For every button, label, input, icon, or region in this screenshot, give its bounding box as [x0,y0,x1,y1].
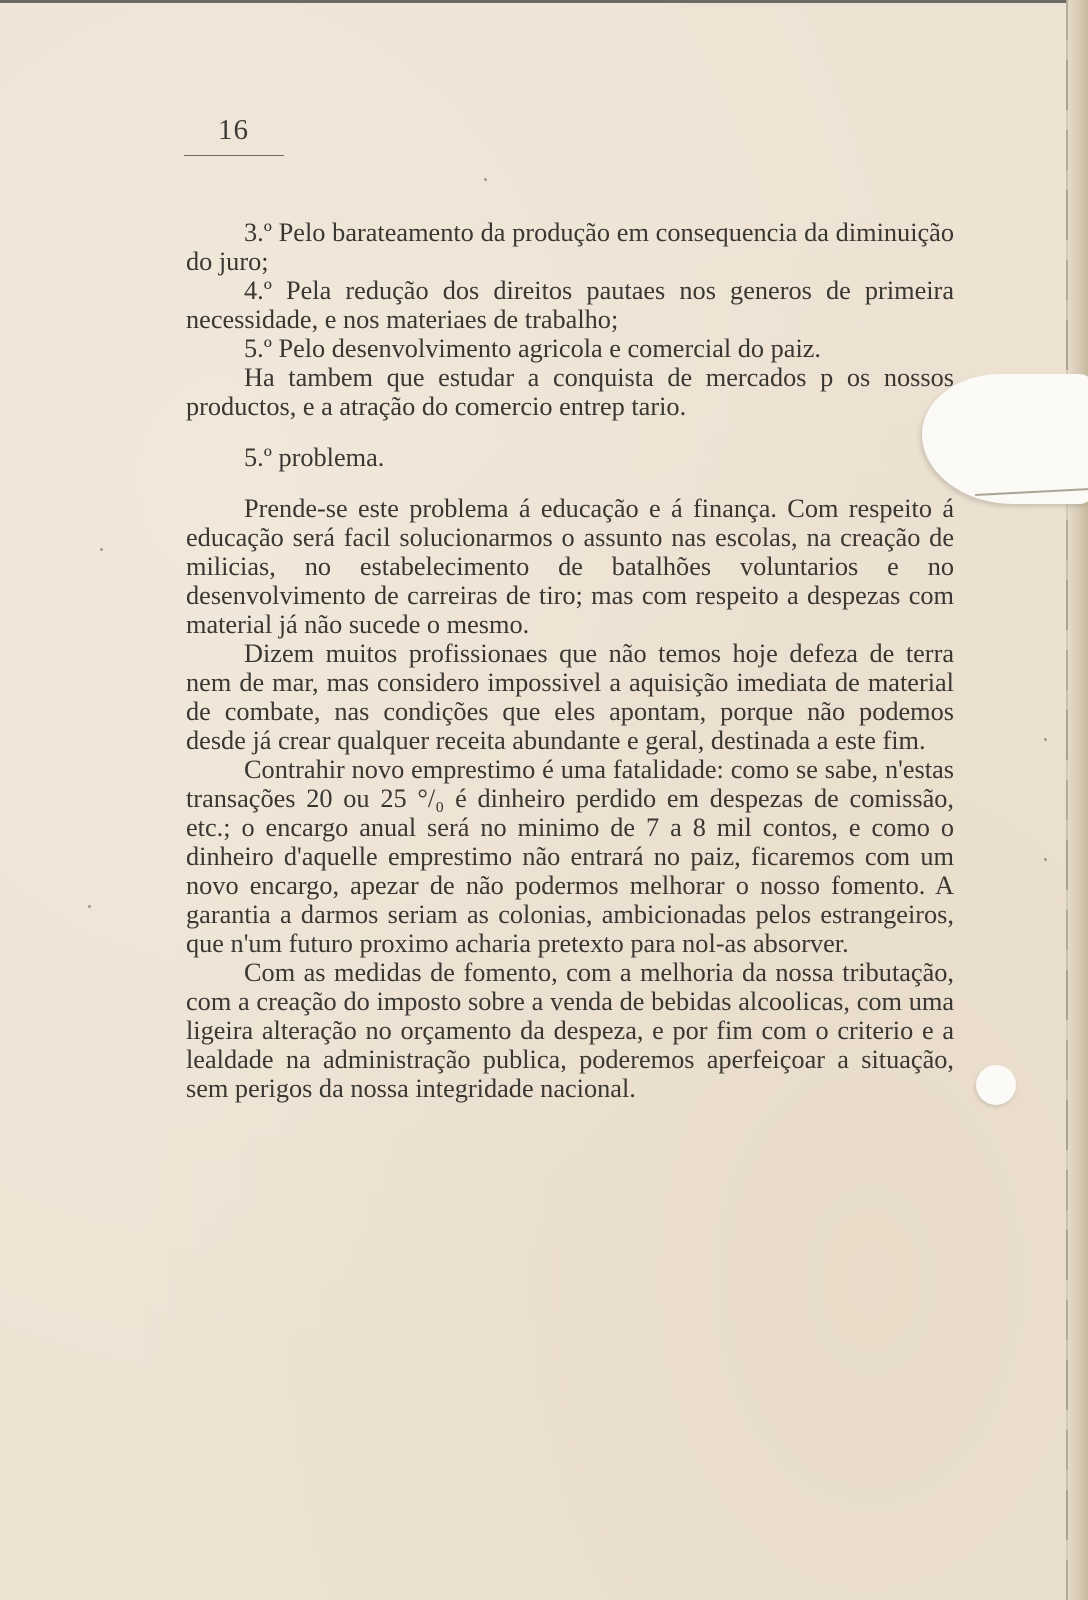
paragraph-markets: Ha tambem que estudar a conquista de mercados p os nossos productos, e a atração do comercio entrep tario. [186,363,954,421]
paper-speck [1044,738,1047,741]
page-number-rule [184,155,284,156]
paragraph-loan: Contrahir novo emprestimo é uma fatalidade: como se sabe, n'estas transações 20 ou 25 °/₀ é dinheiro perdido em despezas de comissão, etc.; o encargo anual será no minimo de 7 a 8 mil contos, e como o dinheiro d'aquelle emprestimo não entrará no paiz, ficaremos com um novo encargo, apezar de não podermos melhorar o nosso fomento. A garantia a darmos seriam as colonias, ambicionadas pelos estrangeiros, que n'um futuro proximo acharia pretexto para nol-as absorver. [186,755,954,958]
body-text [186,218,954,1103]
list-item-3: 3.º Pelo barateamento da produção em consequencia da diminuição do juro; [186,218,954,276]
page-number: 16 [218,114,249,146]
paper-speck [88,905,91,908]
list-item-5: 5.º Pelo desenvolvimento agricola e comercial do paiz. [244,334,821,363]
binding-edge-shadow [1066,0,1068,1600]
list-item-4: 4.º Pela redução dos direitos pautaes nos generos de primeira necessidade, e nos materiaes de trabalho; [186,276,954,334]
paper-hole [976,1065,1016,1105]
paragraph-education: Prende-se este problema á educação e á finança. Com respeito á educação será facil solucionarmos o assunto nas escolas, na creação de milicias, no estabelecimento de batalhões voluntarios e no desenvolvimento de carreiras de tiro; mas com respeito a despezas com material já não sucede o mesmo. [186,494,954,639]
page-top-edge [0,0,1088,3]
paper-speck [484,178,487,181]
paragraph-defense: Dizem muitos profissionaes que não temos hoje defeza de terra nem de mar, mas considero impossivel a aquisição imediata de material de combate, nas condições que eles apontam, porque não podemos desde já crear qualquer receita abundante e geral, destinada a este fim. [186,639,954,755]
problem-heading: 5.º problema. [244,443,385,472]
paper-speck [100,548,103,551]
paper-speck [1044,858,1047,861]
paragraph-conclusion: Com as medidas de fomento, com a melhoria da nossa tributação, com a creação do imposto sobre a venda de bebidas alcoolicas, com uma ligeira alteração no orçamento da despeza, e por fim com o criterio e a lealdade na administração publica, poderemos aperfeiçoar a situação, sem perigos da nossa integridade nacional. [186,958,954,1103]
page-right-edge [1066,0,1088,1600]
